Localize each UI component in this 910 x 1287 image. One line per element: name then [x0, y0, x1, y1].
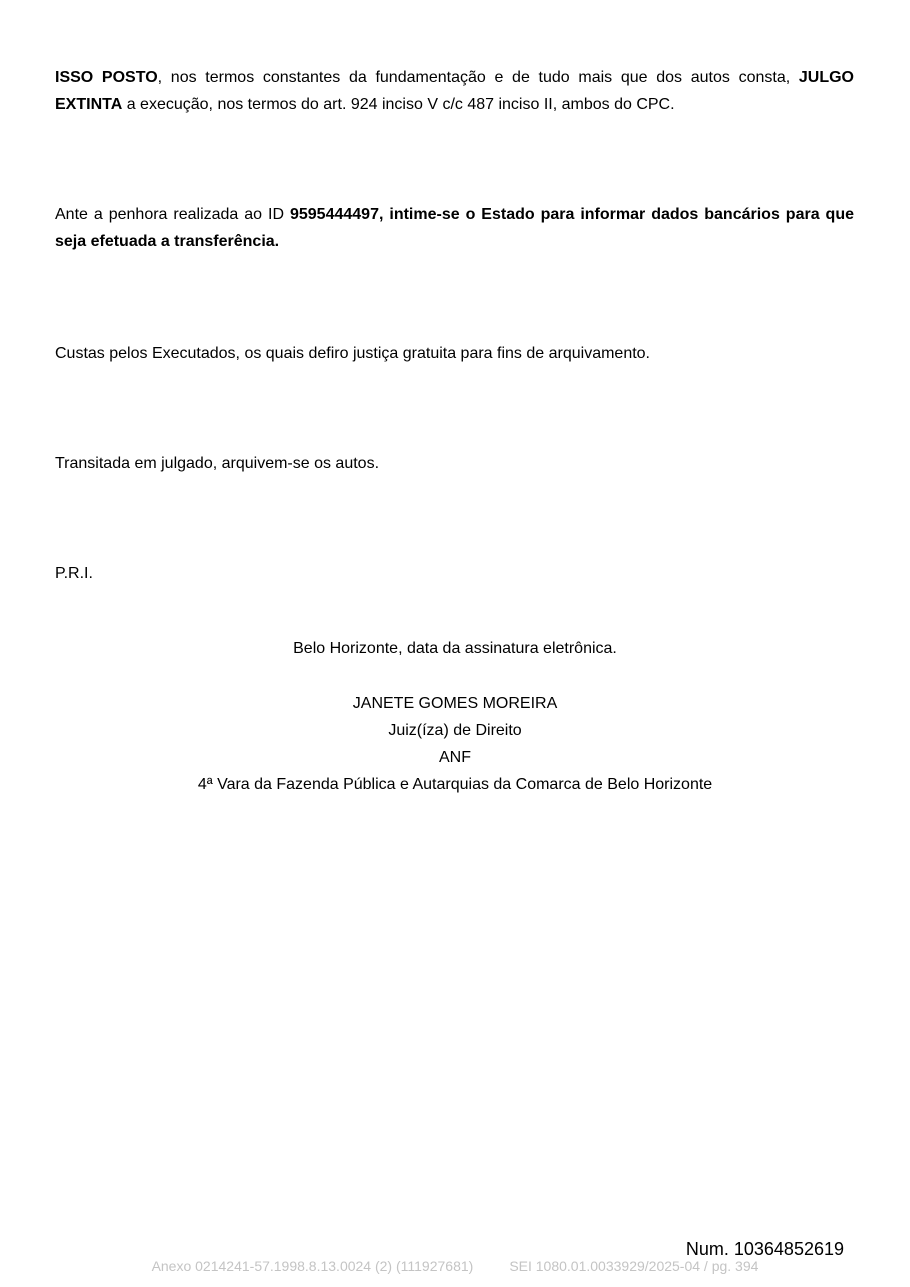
julgo-extinta-bold: JULGO EXTINTA — [55, 69, 854, 113]
judge-role: Juiz(íza) de Direito — [388, 722, 522, 739]
paragraph-judgment-text-a: , nos termos constantes da fundamentação e de tudo mais que dos autos consta, — [157, 69, 799, 86]
footer-watermark — [0, 1256, 910, 1276]
paragraph-judgment-text-b: a execução, nos termos do art. 924 inciso V c/c 487 inciso II, ambos do CPC. — [122, 96, 675, 113]
paragraph-penhora-bold: 9595444497, intime-se o Estado para informar dados bancários para que seja efetuada a transferência. — [55, 206, 854, 250]
paragraph-custas: Custas pelos Executados, os quais defiro justiça gratuita para fins de arquivamento. — [55, 345, 650, 362]
sei-reference: SEI 1080.01.0033929/2025-04 / pg. 394 — [509, 1258, 759, 1274]
paragraph-judgment — [55, 64, 854, 118]
place-date: Belo Horizonte, data da assinatura eletrônica. — [293, 640, 617, 657]
paragraph-transitada: Transitada em julgado, arquivem-se os autos. — [55, 455, 380, 472]
annex-reference: Anexo 0214241-57.1998.8.13.0024 (2) (111927681) — [151, 1258, 474, 1274]
isso-posto-bold: ISSO POSTO — [55, 69, 158, 86]
judge-initials: ANF — [439, 749, 471, 766]
document-number: Num. 10364852619 — [685, 1239, 844, 1259]
signature-block — [0, 690, 910, 798]
paragraph-penhora-text: Ante a penhora realizada ao ID — [55, 206, 290, 223]
judge-name: JANETE GOMES MOREIRA — [352, 695, 558, 712]
court-name: 4ª Vara da Fazenda Pública e Autarquias da Comarca de Belo Horizonte — [197, 776, 713, 793]
paragraph-penhora — [55, 201, 854, 255]
paragraph-pri: P.R.I. — [55, 565, 93, 582]
